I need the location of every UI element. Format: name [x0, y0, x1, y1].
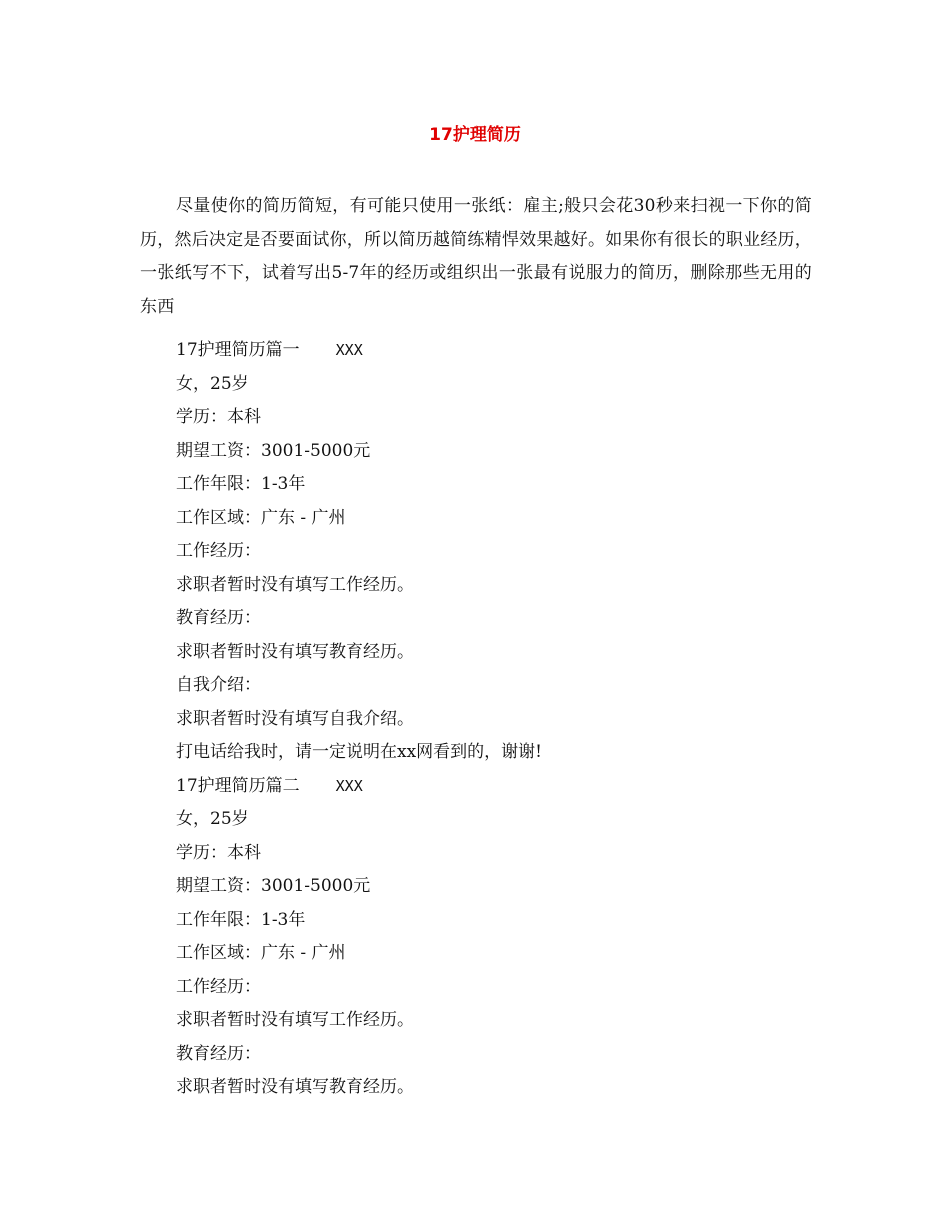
resume-one-education-text: 求职者暂时没有填写教育经历。: [176, 641, 414, 662]
resume-two-education-level: 学历：本科: [176, 842, 261, 863]
resume-one-self-intro-label: 自我介绍：: [176, 675, 261, 695]
resume-one-name: XXX: [335, 341, 363, 359]
document-title: 17护理简历: [429, 125, 521, 145]
resume-one-education-level: 学历：本科: [176, 407, 261, 427]
resume-two-education-text: 求职者暂时没有填写教育经历。: [176, 1077, 414, 1097]
resume-one-contact-note: 打电话给我时，请一定说明在xx网看到的，谢谢!: [176, 742, 543, 762]
resume-two-expected-salary: 期望工资：3001-5000元: [176, 876, 371, 896]
resume-one-work-area: 工作区域：广东 - 广州: [176, 507, 346, 528]
resume-one-expected-salary: 期望工资：3001-5000元: [176, 440, 371, 461]
resume-one-self-intro-text: 求职者暂时没有填写自我介绍。: [176, 708, 414, 729]
resume-one-education-label: 教育经历：: [176, 608, 261, 628]
resume-two-name: XXX: [335, 776, 363, 795]
intro-paragraph: 尽量使你的简历简短，有可能只使用一张纸：雇主;般只会花30秒来扫视一下你的简历，然后决定是否要面试你，所以简历越简练精悍效果越好。如果你有很长的职业经历，一张纸写不下，试着写出5-7年的经历或组织出一张最有说服力的简历，删除那些无用的东西: [140, 196, 812, 317]
resume-two-heading-row: [176, 770, 816, 804]
resume-one-heading: 17护理简历篇一: [176, 340, 300, 360]
resume-one-gender-age: 女，25岁: [176, 373, 249, 394]
resume-content: [176, 334, 816, 1105]
resume-one-work-history-label: 工作经历：: [176, 541, 261, 561]
resume-two-work-years: 工作年限：1-3年: [176, 909, 306, 930]
resume-two-heading: 17护理简历篇二: [176, 775, 300, 796]
resume-one-work-years: 工作年限：1-3年: [176, 474, 306, 494]
resume-two-work-history-label: 工作经历：: [176, 976, 261, 997]
resume-one-heading-row: [176, 334, 816, 368]
resume-two-gender-age: 女，25岁: [176, 809, 249, 829]
resume-one-work-history-text: 求职者暂时没有填写工作经历。: [176, 574, 414, 595]
resume-two-education-label: 教育经历：: [176, 1043, 261, 1064]
resume-two-work-history-text: 求职者暂时没有填写工作经历。: [176, 1010, 414, 1030]
resume-two-work-area: 工作区域：广东 - 广州: [176, 943, 346, 963]
